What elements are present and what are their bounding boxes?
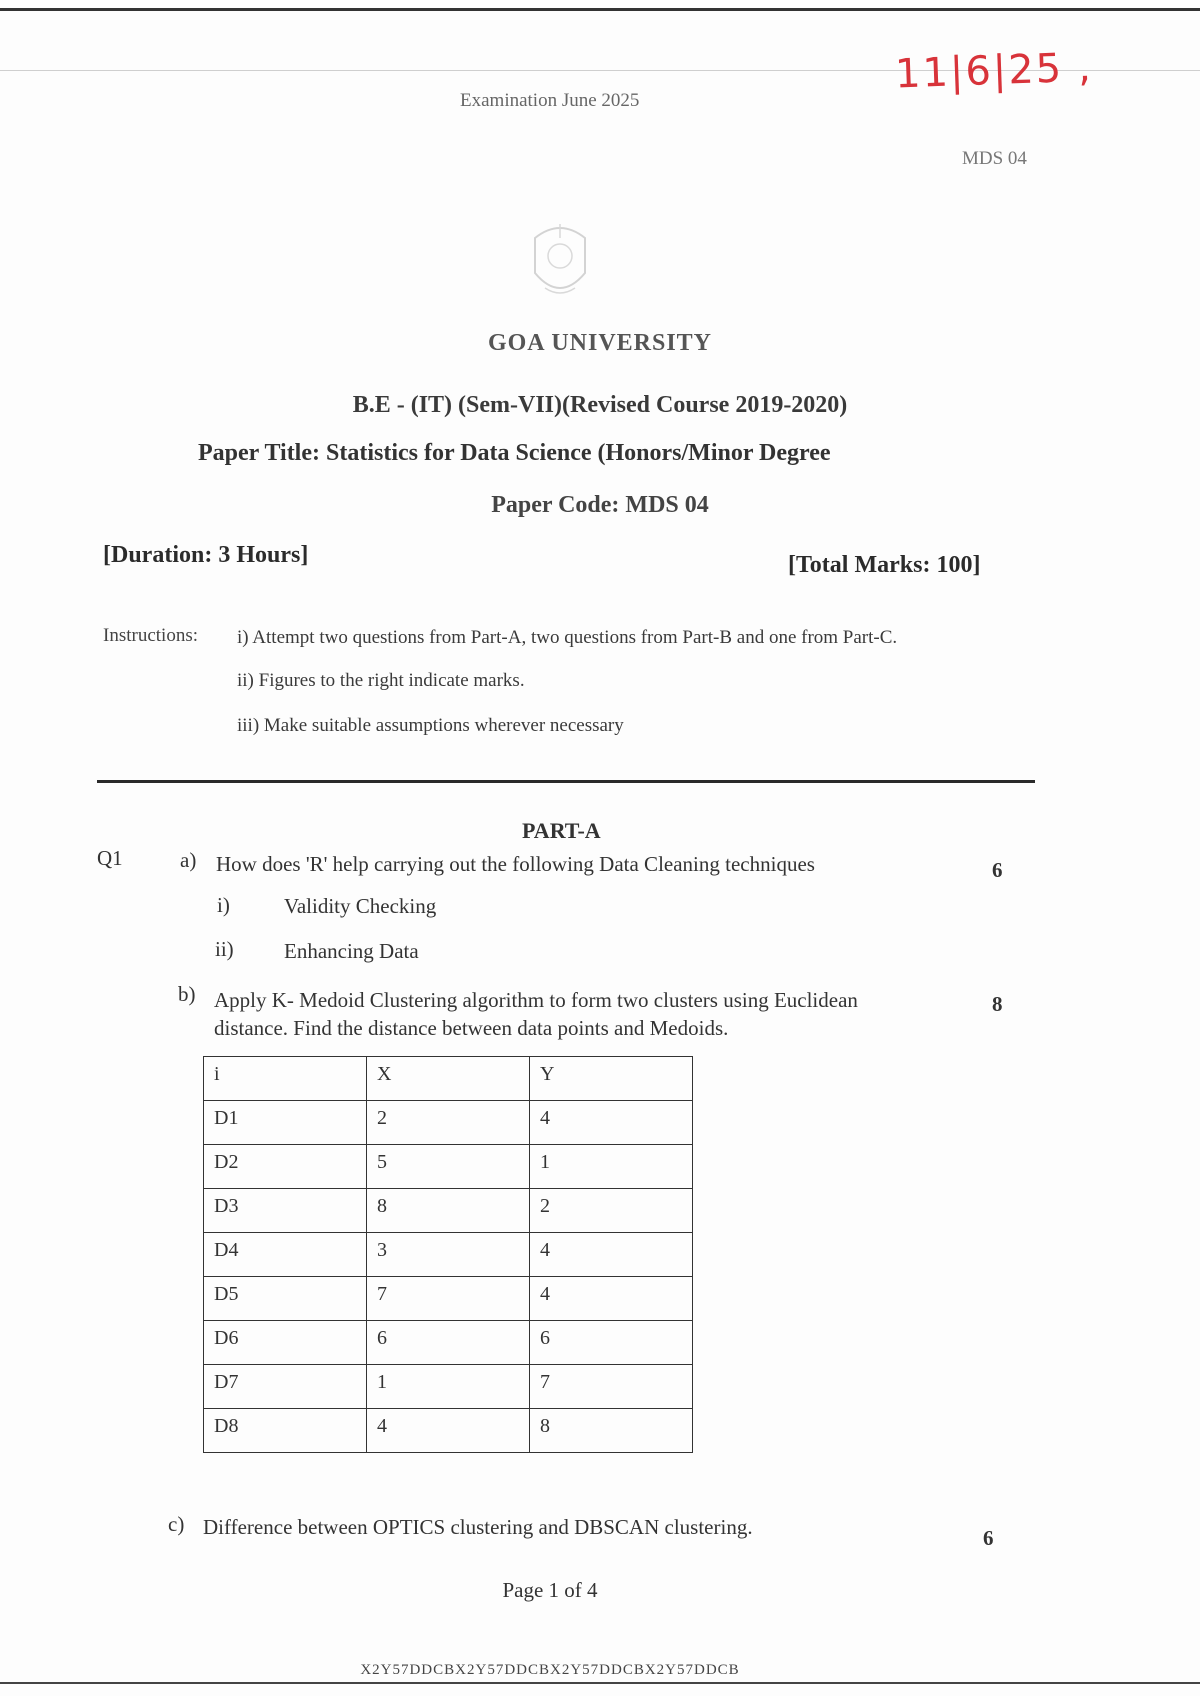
table-cell: 1 [367,1365,530,1409]
table-cell: 8 [530,1409,693,1453]
q1c-label: c) [168,1512,185,1536]
table-row [204,1277,693,1321]
table-cell: D4 [204,1233,367,1277]
table-cell: 6 [530,1321,693,1365]
total-marks: [Total Marks: 100] [788,552,981,578]
table-cell: 8 [367,1189,530,1233]
table-cell: 2 [530,1189,693,1233]
table-cell: D7 [204,1365,367,1409]
q1b-line1: Apply K- Medoid Clustering algorithm to form two clusters using Euclidean [214,988,858,1012]
q1a-label: a) [180,848,197,872]
paper-title: Paper Title: Statistics for Data Science (Honors/Minor Degree [198,440,831,466]
data-points-table [203,1056,693,1453]
table-cell: 7 [530,1365,693,1409]
part-heading: PART-A [522,818,601,843]
table-cell: 1 [530,1145,693,1189]
table-cell: D1 [204,1101,367,1145]
paper-code-corner: MDS 04 [962,148,1027,169]
q1b-label: b) [178,982,196,1006]
duration: [Duration: 3 Hours] [103,542,309,568]
q1a-item2-text: Enhancing Data [284,939,419,963]
instructions-label: Instructions: [103,625,198,646]
bottom-code: X2Y57DDCBX2Y57DDCBX2Y57DDCBX2Y57DDCB [360,1662,740,1678]
table-cell: 4 [367,1409,530,1453]
instruction-3: iii) Make suitable assumptions wherever necessary [237,715,624,736]
q1a-item1-num: i) [217,893,230,917]
table-cell: 7 [367,1277,530,1321]
q1a-marks: 6 [992,858,1003,882]
table-cell: 4 [530,1277,693,1321]
q1b-marks: 8 [992,992,1003,1016]
table-row [204,1321,693,1365]
table-cell: 4 [530,1101,693,1145]
table-row [204,1101,693,1145]
header-cell: X [367,1057,530,1101]
question-number: Q1 [97,846,123,870]
table-header-row [204,1057,693,1101]
q1a-item2-num: ii) [215,937,234,961]
table-cell: D6 [204,1321,367,1365]
q1a-item1-text: Validity Checking [284,894,437,918]
q1c-text: Difference between OPTICS clustering and DBSCAN clustering. [203,1515,753,1539]
header-cell: Y [530,1057,693,1101]
handwritten-date: 11|6|25 , [894,44,1094,98]
table-cell: 4 [530,1233,693,1277]
course-title: B.E - (IT) (Sem-VII)(Revised Course 2019-2020) [352,392,848,418]
table-row [204,1365,693,1409]
table-cell: 5 [367,1145,530,1189]
table-row [204,1233,693,1277]
table-row [204,1145,693,1189]
table-cell: 3 [367,1233,530,1277]
table-cell: D3 [204,1189,367,1233]
exam-session: Examination June 2025 [460,90,640,111]
university-name: GOA UNIVERSITY [487,330,713,356]
university-seal-icon [525,218,595,308]
table-cell: D2 [204,1145,367,1189]
section-divider [97,780,1035,783]
top-border [0,8,1200,11]
table-row [204,1189,693,1233]
header-cell: i [204,1057,367,1101]
bottom-border [0,1682,1200,1684]
table-cell: D5 [204,1277,367,1321]
table-cell: 6 [367,1321,530,1365]
page-number: Page 1 of 4 [502,1578,598,1602]
q1c-marks: 6 [983,1526,994,1550]
table-row [204,1409,693,1453]
table-cell: D8 [204,1409,367,1453]
table-cell: 2 [367,1101,530,1145]
instruction-1: i) Attempt two questions from Part-A, two questions from Part-B and one from Part-C. [237,627,898,648]
instruction-2: ii) Figures to the right indicate marks. [237,670,525,691]
q1a-text: How does 'R' help carrying out the following Data Cleaning techniques [216,852,815,876]
paper-code: Paper Code: MDS 04 [491,492,709,518]
q1b-line2: distance. Find the distance between data points and Medoids. [214,1016,729,1040]
